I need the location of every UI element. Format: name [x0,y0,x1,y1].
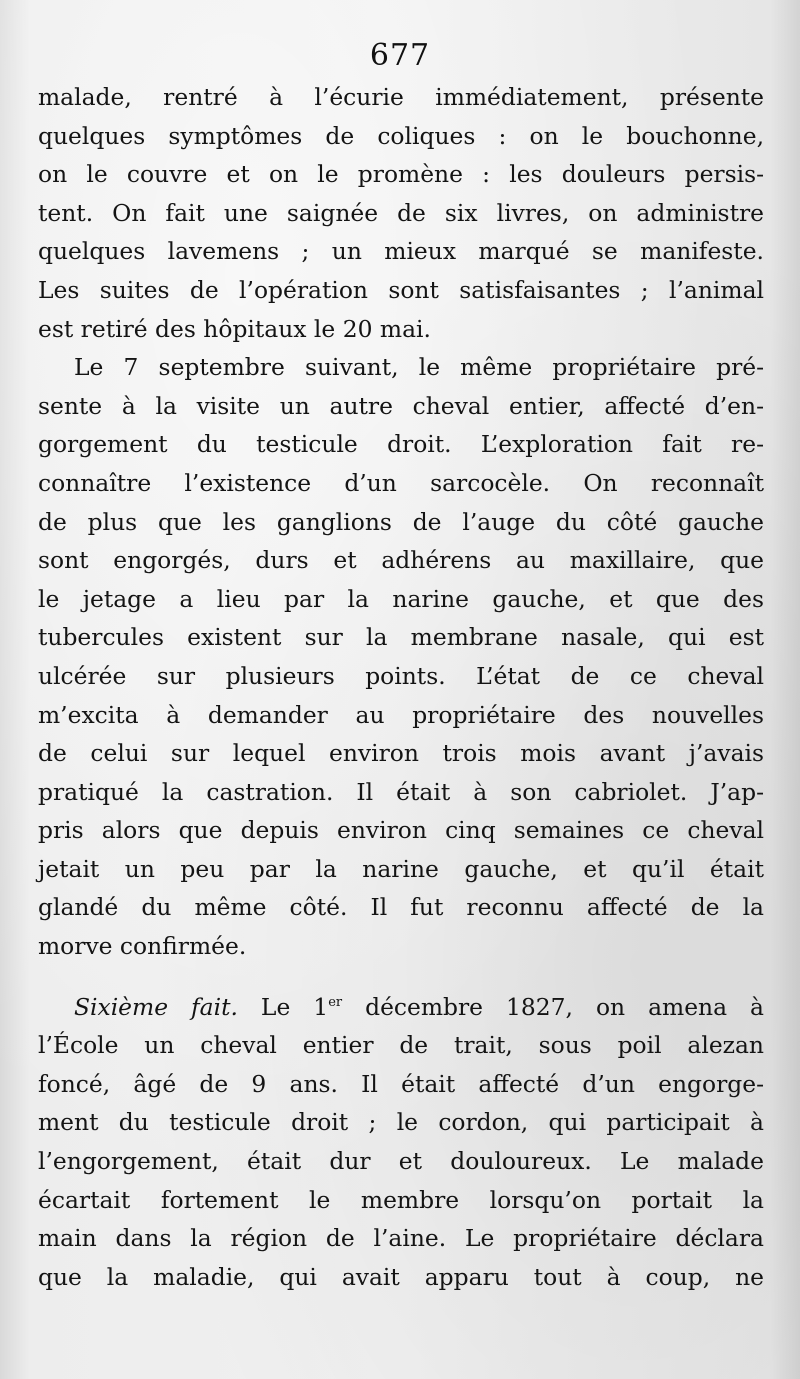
page-number: 677 [369,38,431,73]
text-line: glandé du même côté. Il fut reconnu affecté de la [38,893,764,922]
text-line: morve confirmée. [38,932,247,961]
text-line: connaître l’existence d’un sarcocèle. On reconnaît [38,468,764,497]
text-line: quelques symptômes de coliques : on le bouchonne, [38,121,764,150]
text-line: quelques lavemens ; un mieux marqué se manifeste. [38,237,764,266]
text-line: jetait un peu par la narine gauche, et qu’il était [38,854,764,883]
text-run: décembre 1827, on amena à [342,992,764,1021]
paragraph-gap [38,966,764,988]
paragraph-2 [38,348,764,966]
section-lead: Sixième fait. [74,992,238,1021]
text-line: malade, rentré à l’écurie immédiatement, présente [38,83,764,111]
text-line: écartait fortement le membre lorsqu’on portait la [38,1185,764,1214]
text-line: pratiqué la castration. Il était à son cabriolet. J’ap- [38,777,764,806]
text-line: Les suites de l’opération sont satisfaisantes ; l’animal [38,275,764,304]
body-text [38,78,764,1296]
ordinal-superscript: er [328,994,343,1010]
text-line: de celui sur lequel environ trois mois avant j’avais [38,739,764,768]
text-line: tubercules existent sur la membrane nasale, qui est [38,623,764,652]
text-line: l’engorgement, était dur et douloureux. Le malade [38,1147,764,1176]
text-line: main dans la région de l’aine. Le propriétaire déclara [38,1224,764,1253]
paragraph-1 [38,78,764,348]
text-line: on le couvre et on le promène : les douleurs persis- [38,160,764,189]
text-line: pris alors que depuis environ cinq semaines ce cheval [38,816,764,845]
text-line: que la maladie, qui avait apparu tout à coup, ne [38,1262,764,1291]
text-line: ulcérée sur plusieurs points. L’état de ce cheval [38,661,764,690]
text-line: sont engorgés, durs et adhérens au maxillaire, que [38,546,764,575]
text-line: tent. On fait une saignée de six livres, on administre [38,198,764,227]
text-line: est retiré des hôpitaux le 20 mai. [38,314,431,343]
text-line: l’École un cheval entier de trait, sous poil alezan [38,1031,764,1060]
text-line: de plus que les ganglions de l’auge du côté gauche [38,507,764,536]
text-line: sente à la visite un autre cheval entier, affecté d’en- [38,391,764,420]
text-run: Le 1 [237,992,329,1021]
text-line: ment du testicule droit ; le cordon, qui participait à [38,1108,764,1137]
text-line: Le 7 septembre suivant, le même propriétaire pré- [74,353,764,382]
text-line [38,988,764,1027]
text-line: foncé, âgé de 9 ans. Il était affecté d’un engorge- [38,1069,764,1098]
paragraph-3 [38,988,764,1297]
text-line: m’excita à demander au propriétaire des nouvelles [38,700,764,729]
text-line: gorgement du testicule droit. L’exploration fait re- [38,430,764,459]
text-line: le jetage a lieu par la narine gauche, et que des [38,584,764,613]
